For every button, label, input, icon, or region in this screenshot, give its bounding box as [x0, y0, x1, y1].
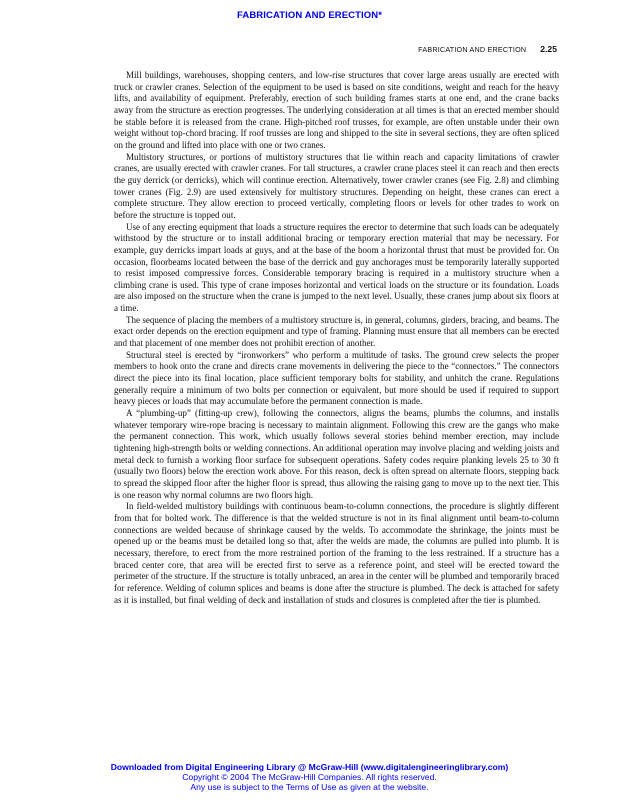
paragraph-multistory-cranes: Multistory structures, or portions of multistory structures that lie within reach and capacity limitations of crawler cranes, are usually erected with crawler cranes. For tall structures, a crawler crane places steel it can reach and then erects the guy derrick (or derricks), which will continue erection. Alternatively, tower crawler cranes (see Fig. 2.8) and climbing tower cranes (Fig. 2.9) are used extensively for multistory structures. Depending on height, these cranes can erect a complete structure. They allow erection to proceed vertically, completing floors or levels for other trades to work on before the structure is topped out. — [114, 151, 559, 220]
running-head-title: FABRICATION AND ERECTION — [418, 45, 527, 54]
paragraph-placing-sequence: The sequence of placing the members of a multistory structure is, in general, columns, girders, bracing, and beams. The exact order depends on the erection equipment and type of framing. Planning must ensure that all members can be erected and that placement of one member does not prohibit erection of another. — [114, 314, 559, 349]
body-text — [114, 70, 559, 606]
chapter-banner: FABRICATION AND ERECTION* — [237, 10, 382, 21]
page-number: 2.25 — [540, 44, 557, 54]
paragraph-field-welded: In field-welded multistory buildings with continuous beam-to-column connections, the procedure is slightly different from that for bolted work. The difference is that the welded structure is not in its final alignment until beam-to-column connections are welded because of shrinkage caused by the welds. To accommodate the shrinkage, the joints must be opened up or the beams must be detailed long so that, after the welds are made, the columns are pulled into plumb. It is necessary, therefore, to erect from the more restrained portion of the framing to the less restrained. If a structure has a braced center core, that area will be erected first to serve as a reference point, and steel will be erected toward the perimeter of the structure. If the structure is totally unbraced, an area in the center will be plumbed and temporarily braced for reference. Welding of column splices and beams is done after the structure is plumbed. The deck is attached for safety as it is installed, but final welding of deck and installation of studs and closures is completed after the tier is plumbed. — [114, 501, 559, 605]
footer — [0, 762, 619, 792]
running-head — [418, 44, 557, 54]
paragraph-ironworkers: Structural steel is erected by “ironworkers” who perform a multitude of tasks. The ground crew selects the proper members to hook onto the crane and directs crane movements in delivering the piece to the “connectors.” The connectors direct the piece into its final location, place sufficient temporary bolts for stability, and unhitch the crane. Regulations generally require a minimum of two bolts per connection or equivalent, but more should be used if required to support heavy pieces or loads that may accumulate before the permanent connection is made. — [114, 349, 559, 407]
footer-terms-link[interactable]: Any use is subject to the Terms of Use as given at the website. — [190, 782, 429, 792]
paragraph-plumbing-up: A “plumbing-up” (fitting-up crew), following the connectors, aligns the beams, plumbs the columns, and installs whatever temporary wire-rope bracing is necessary to maintain alignment. Following this crew are the gangs who make the permanent connection. This work, which usually follows several stories behind member erection, may include tightening high-strength bolts or welding connections. An additional operation may involve placing and welding joists and metal deck to furnish a working floor surface for subsequent operations. Safety codes require planking levels 25 to 30 ft (usually two floors) below the erection work above. For this reason, deck is often spread on alternate floors, stepping back to spread the skipped floor after the higher floor is spread, thus allowing the raising gang to move up to the next tier. This is one reason why normal columns are two floors high. — [114, 408, 559, 500]
paragraph-erection-low-rise: Mill buildings, warehouses, shopping centers, and low-rise structures that cover large areas usually are erected with truck or crawler cranes. Selection of the equipment to be used is based on site conditions, weight and reach for the heavy lifts, and availability of equipment. Preferably, erection of such building frames starts at one end, and the crane backs away from the structure as erection progresses. The underlying consideration at all times is that an erected member should be stable before it is released from the crane. High-pitched roof trusses, for example, are often unstable under their own weight without top-chord bracing. If roof trusses are long and shipped to the site in several sections, they are often spliced on the ground and lifted into place with one or two cranes. — [114, 70, 559, 150]
paragraph-erection-loads: Use of any erecting equipment that loads a structure requires the erector to determine that such loads can be adequately withstood by the structure or to install additional bracing or temporary erection material that may be necessary. For example, guy derricks impart loads at guys, and at the base of the boom a horizontal thrust that must be provided for. On occasion, floorbeams located between the base of the derrick and guy anchorages must be temporarily laterally supported to resist imposed compressive forces. Considerable temporary bracing is required in a multistory structure when a climbing crane is used. This type of crane imposes horizontal and vertical loads on the structure or its foundation. Loads are also imposed on the structure when the crane is jumped to the next level. Usually, these cranes jump about six floors at a time. — [114, 221, 559, 314]
footer-copyright: Copyright © 2004 The McGraw-Hill Companies. All rights reserved. — [182, 772, 437, 782]
footer-download-link[interactable]: Downloaded from Digital Engineering Library @ McGraw-Hill (www.digitalengineeringlibrary.com) — [110, 762, 509, 772]
